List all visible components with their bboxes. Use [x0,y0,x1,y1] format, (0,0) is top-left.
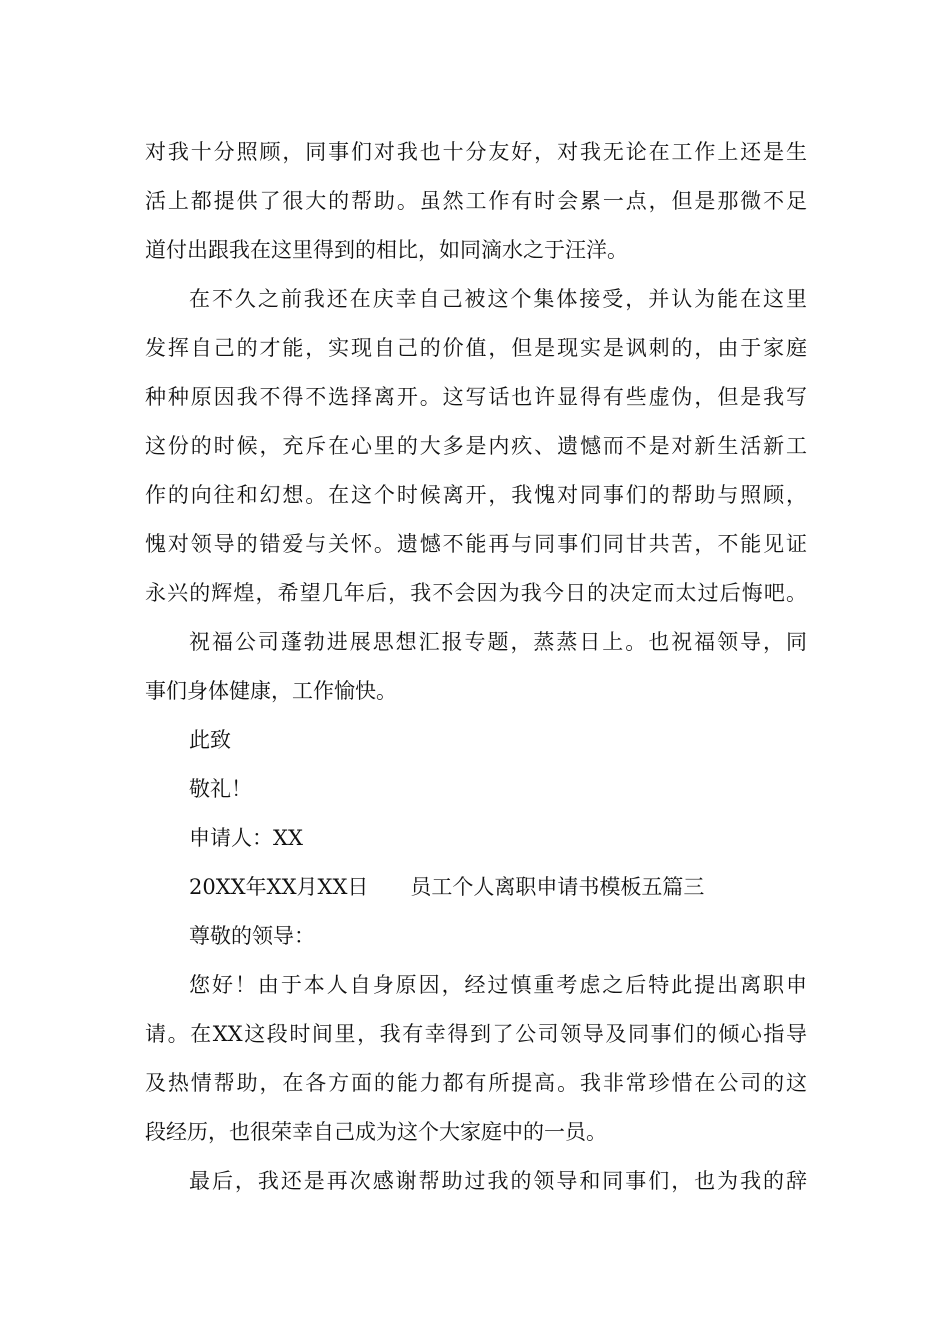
body-line: 作的向往和幻想。在这个时候离开，我愧对同事们的帮助与照顾， [145,483,807,507]
body-line: 对我十分照顾，同事们对我也十分友好，对我无论在工作上还是生 [145,140,807,164]
body-line: 及热情帮助，在各方面的能力都有所提高。我非常珍惜在公司的这 [145,1071,807,1095]
body-line: 事们身体健康，工作愉快。 [145,679,397,703]
closing-respect: 敬礼！ [189,777,252,801]
greeting: 尊敬的领导： [189,924,315,948]
paragraph-first-line: 您好！由于本人自身原因，经过慎重考虑之后特此提出离职申 [189,973,807,997]
applicant-signature: 申请人：XX [189,826,303,850]
paragraph-first-line: 在不久之前我还在庆幸自己被这个集体接受，并认为能在这里 [189,287,807,311]
body-line: 请。在XX这段时间里，我有幸得到了公司领导及同事们的倾心指导 [145,1022,807,1046]
body-line: 这份的时候，充斥在心里的大多是内疚、遗憾而不是对新生活新工 [145,434,807,458]
date-and-heading: 20XX年XX月XX日 员工个人离职申请书模板五篇三 [189,875,705,899]
paragraph-first-line: 最后，我还是再次感谢帮助过我的领导和同事们，也为我的辞 [189,1169,807,1193]
body-line: 活上都提供了很大的帮助。虽然工作有时会累一点，但是那微不足 [145,189,807,213]
body-line: 段经历，也很荣幸自己成为这个大家庭中的一员。 [145,1120,607,1144]
body-line: 愧对领导的错爱与关怀。遗憾不能再与同事们同甘共苦，不能见证 [145,532,807,556]
body-line: 永兴的辉煌，希望几年后，我不会因为我今日的决定而太过后悔吧。 [145,581,807,605]
body-line: 种种原因我不得不选择离开。这写话也许显得有些虚伪，但是我写 [145,385,807,409]
paragraph-first-line: 祝福公司蓬勃进展思想汇报专题，蒸蒸日上。也祝福领导，同 [189,630,807,654]
body-line: 发挥自己的才能，实现自己的价值，但是现实是讽刺的，由于家庭 [145,336,807,360]
closing-salutation: 此致 [189,728,231,752]
body-line: 道付出跟我在这里得到的相比，如同滴水之于汪洋。 [145,238,628,262]
